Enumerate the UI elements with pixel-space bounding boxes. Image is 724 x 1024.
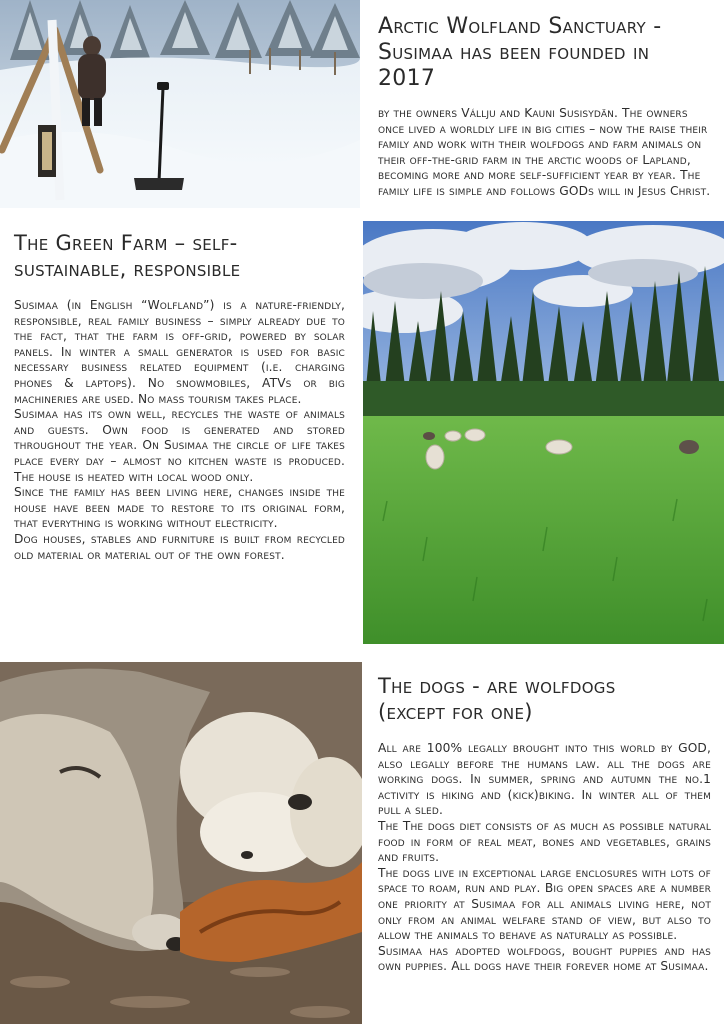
green-farm-paragraph-1: Susimaa (in English “Wolfland”) is a nature-friendly, responsible, real family business – simply already due to the fact, that the farm is off-grid, powered by solar panels. In winter a small generator is used for basic necessary business related equipment (i.e. charging phones & laptops). No snowmobiles, ATVs or big machineries are used. No mass tourism takes place. [14, 298, 345, 406]
founding-heading: Arctic Wolfland Sanctuary - Susimaa has been founded in 2017 [378, 14, 662, 91]
section-green-farm [14, 230, 345, 563]
green-farm-paragraph-3: Since the family has been living here, changes inside the house have been made to restore to its original form, that everything is working without electricity. [14, 485, 345, 531]
sheep-meadow-photo [363, 221, 724, 644]
dogs-heading: The dogs - are wolfdogs (except for one) [378, 674, 616, 724]
wolfdog-puppies-photo [0, 662, 362, 1024]
green-farm-paragraph-2: Susimaa has its own well, recycles the waste of animals and guests. Own food is generated and stored throughout the year. On Susimaa the circle of life takes place every day – almost no kitchen waste is produced. The house is heated with local wood only. [14, 407, 345, 484]
dogs-paragraph-4: Susimaa has adopted wolfdogs, bought puppies and has own puppies. All dogs have their forever home at Susimaa. [378, 943, 711, 974]
dogs-paragraph-2: The The dogs diet consists of as much as possible natural food in form of real meat, bones and vegetables, grains and fruits. [378, 818, 711, 865]
dogs-paragraph-1: All are 100% legally brought into this world by GOD, also legally before the humans law. all the dogs are working dogs. In summer, spring and autumn the no.1 activity is hiking and (kick)biking. In winter all of them pull a sled. [378, 741, 711, 818]
founding-body: by the owners Vállju and Kauni Susisydän. The owners once lived a worldly life in big cities – now the raise their family and work with their wolfdogs and farm animals on their off-the-grid farm in the arctic woods of Lapland, becoming more and more self-sufficient year by year. The family life is simple and follows GODs will in Jesus Christ. [378, 106, 711, 198]
section-dogs [378, 673, 711, 975]
green-farm-heading: The Green Farm – self-sustainable, responsible [14, 231, 241, 281]
section-founding [378, 14, 712, 200]
green-farm-paragraph-4: Dog houses, stables and furniture is built from recycled old material or material out of the own forest. [14, 531, 345, 562]
winter-farm-photo [0, 0, 360, 208]
dogs-paragraph-3: The dogs live in exceptional large enclosures with lots of space to roam, run and play. Big open spaces are a number one priority at Susimaa for all animals living here, not only from an animal welfare stand of view, but also to allow the animals to behave as naturally as possible. [378, 865, 711, 943]
